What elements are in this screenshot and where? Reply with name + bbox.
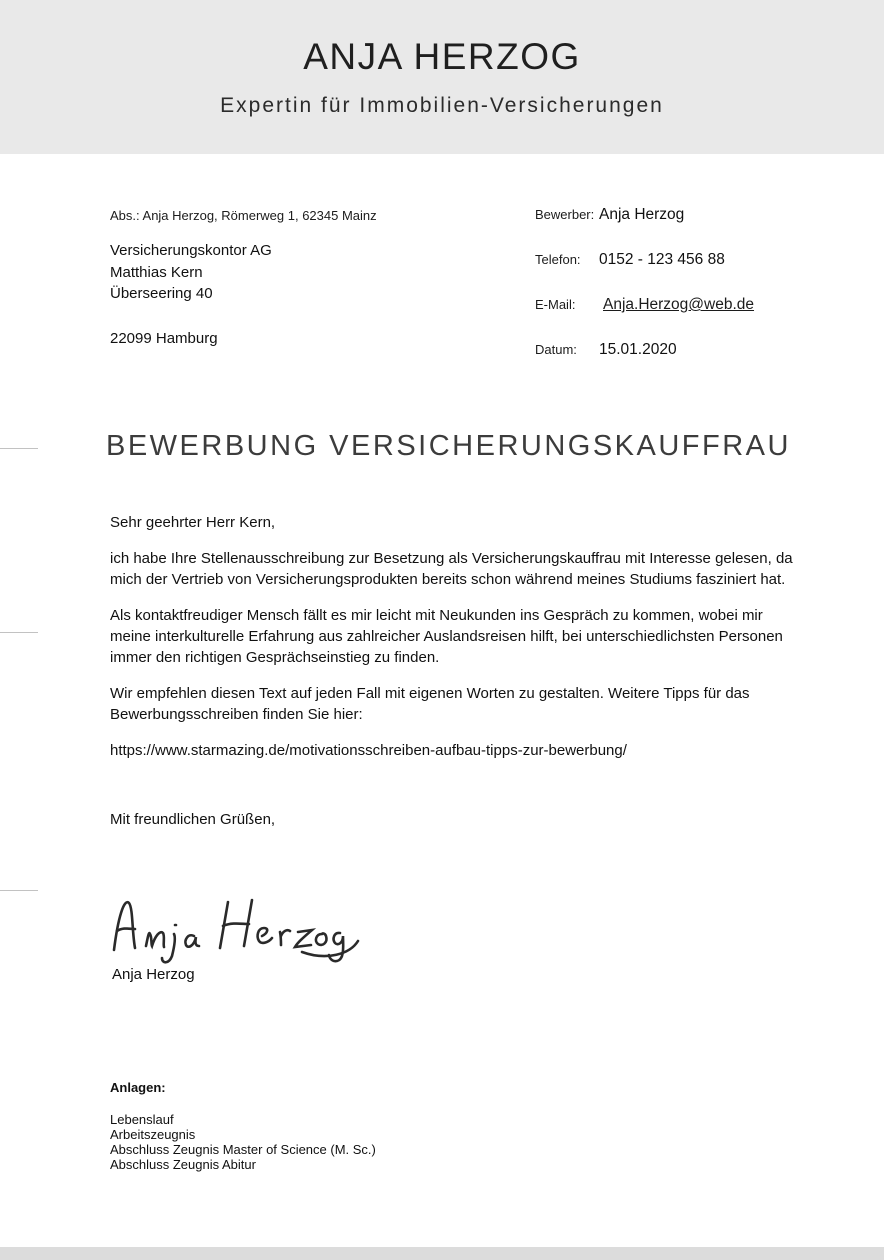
footer-bar bbox=[0, 1247, 884, 1260]
attachment-item: Arbeitszeugnis bbox=[110, 1127, 196, 1142]
attachment-item: Abschluss Zeugnis Master of Science (M. Sc.) bbox=[110, 1142, 376, 1157]
meta-row-datum bbox=[535, 341, 835, 362]
attachment-item: Lebenslauf bbox=[110, 1112, 174, 1127]
telefon-label: Telefon: bbox=[535, 252, 581, 267]
meta-row-email bbox=[535, 296, 835, 317]
fold-mark bbox=[0, 448, 38, 449]
recipient-contact: Matthias Kern bbox=[110, 263, 203, 281]
bewerber-value: Anja Herzog bbox=[599, 206, 685, 223]
letterhead-name: ANJA HERZOG bbox=[303, 36, 581, 77]
fold-mark bbox=[0, 890, 38, 891]
subject-title: BEWERBUNG VERSICHERUNGSKAUFFRAU bbox=[106, 430, 791, 462]
telefon-value: 0152 - 123 456 88 bbox=[599, 251, 725, 268]
fold-mark bbox=[0, 632, 38, 633]
bewerber-label: Bewerber: bbox=[535, 207, 595, 222]
closing-phrase: Mit freundlichen Grüßen, bbox=[110, 811, 276, 828]
letter-body bbox=[110, 512, 804, 845]
meta-row-telefon bbox=[535, 251, 835, 272]
datum-label: Datum: bbox=[535, 342, 577, 357]
email-label: E-Mail: bbox=[535, 297, 576, 312]
tips-link[interactable]: https://www.starmazing.de/motivationsschreiben-aufbau-tipps-zur-bewerbung/ bbox=[110, 742, 627, 759]
signature-image bbox=[102, 884, 364, 968]
email-link[interactable]: Anja.Herzog@web.de bbox=[603, 296, 755, 313]
datum-value: 15.01.2020 bbox=[599, 341, 677, 358]
letterhead bbox=[0, 0, 884, 154]
body-paragraph-3: Wir empfehlen diesen Text auf jeden Fall mit eigenen Worten zu gestalten. Weitere Tipps für das Bewerbungsschreiben finden Sie hier: bbox=[110, 685, 750, 723]
recipient-company: Versicherungskontor AG bbox=[110, 242, 272, 259]
attachments-heading: Anlagen: bbox=[110, 1080, 166, 1095]
recipient-street: Überseering 40 bbox=[110, 285, 213, 302]
attachments-section bbox=[110, 1080, 376, 1172]
recipient-city: 22099 Hamburg bbox=[110, 329, 218, 347]
recipient-address bbox=[110, 240, 470, 349]
applicant-meta-block bbox=[535, 206, 835, 386]
signature-name: Anja Herzog bbox=[112, 966, 195, 983]
body-paragraph-1: ich habe Ihre Stellenausschreibung zur Besetzung als Versicherungskauffrau mit Interesse gelesen, da mich der Vertrieb von Versicherungsprodukten bereits schon während meines Studiums fasziniert hat. bbox=[110, 550, 793, 588]
letterhead-subtitle: Expertin für Immobilien-Versicherungen bbox=[220, 94, 664, 117]
address-block bbox=[110, 208, 470, 349]
salutation: Sehr geehrter Herr Kern, bbox=[110, 514, 276, 531]
tips-link-line bbox=[110, 740, 804, 761]
body-paragraph-2: Als kontaktfreudiger Mensch fällt es mir leicht mit Neukunden ins Gespräch zu kommen, wobei mir meine interkulturelle Erfahrung aus zahlreicher Auslandsreisen hilft, bei unterschiedlichsten Personen immer den richtigen Gesprächseinstieg zu finden. bbox=[110, 607, 783, 666]
sender-line: Abs.: Anja Herzog, Römerweg 1, 62345 Mainz bbox=[110, 208, 377, 223]
meta-row-bewerber bbox=[535, 206, 835, 227]
attachment-item: Abschluss Zeugnis Abitur bbox=[110, 1157, 256, 1172]
